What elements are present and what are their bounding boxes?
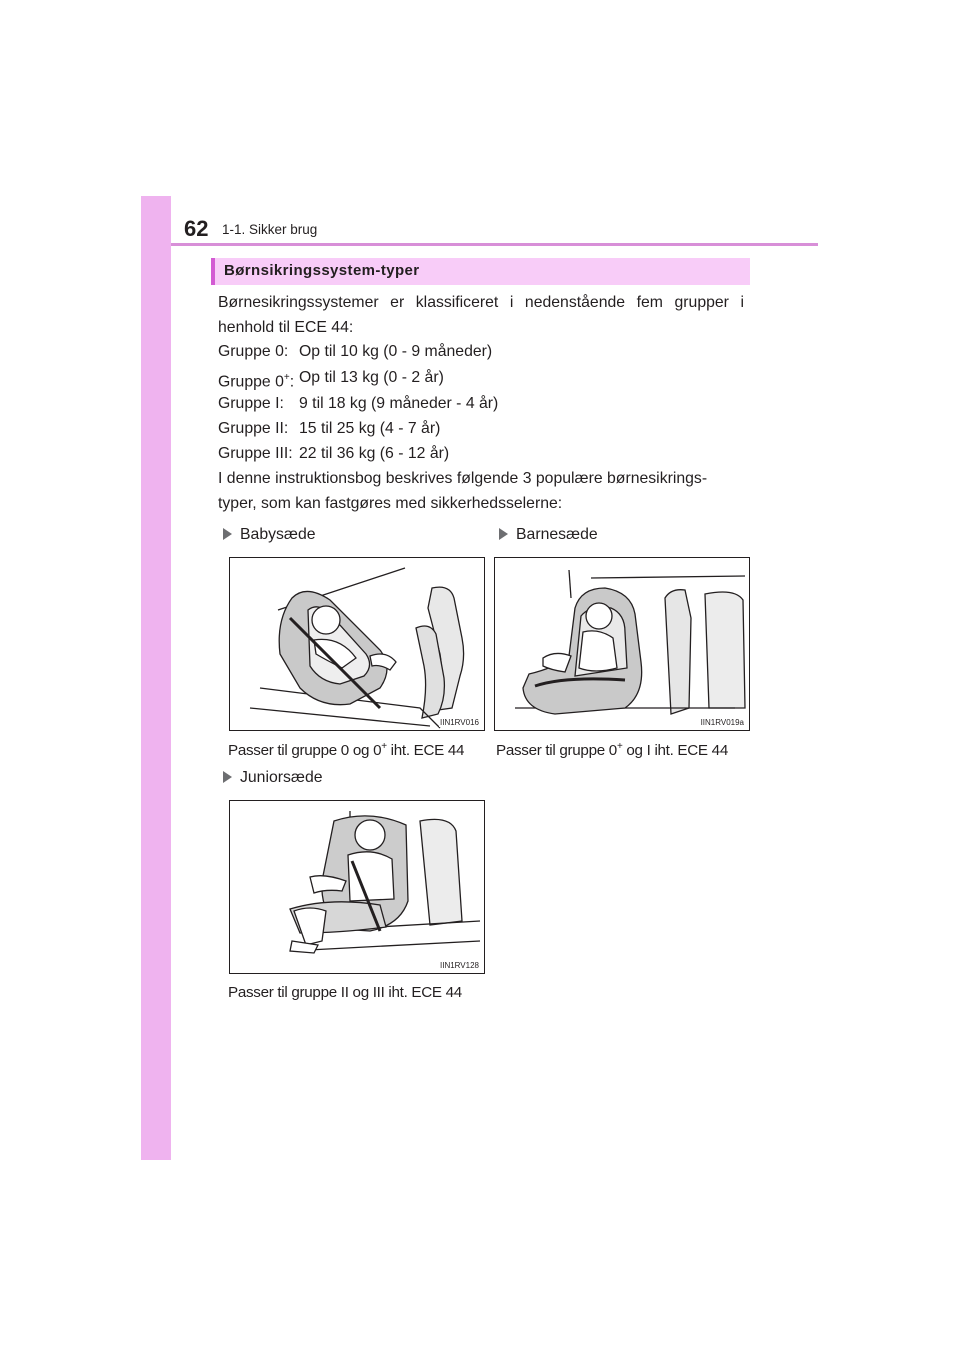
childseat-drawing — [495, 558, 749, 730]
bullet-babyseat: Babysæde — [223, 525, 316, 545]
page-number: 62 — [184, 216, 209, 241]
section-title-band — [211, 258, 750, 285]
babyseat-illustration — [229, 557, 485, 731]
childseat-illustration — [494, 557, 750, 731]
bullet-juniorseat: Juniorsæde — [223, 768, 323, 788]
group-value: Op til 13 kg (0 - 2 år) — [299, 369, 444, 386]
image-code: IIN1RV019a — [700, 718, 744, 727]
group-label: Gruppe 0+: — [218, 372, 295, 391]
group-label: Gruppe 0: — [218, 343, 289, 360]
childseat-caption: Passer til gruppe 0+ og I iht. ECE 44 — [496, 741, 728, 760]
image-code: IIN1RV128 — [440, 961, 479, 970]
babyseat-drawing — [230, 558, 484, 730]
juniorseat-illustration — [229, 800, 485, 974]
group-value: Op til 10 kg (0 - 9 måneder) — [299, 343, 493, 360]
group-label: Gruppe I: — [218, 395, 284, 412]
triangle-bullet-icon — [499, 528, 508, 540]
title-accent-bar — [211, 258, 215, 285]
group-value: 15 til 25 kg (4 - 7 år) — [299, 420, 441, 437]
triangle-bullet-icon — [223, 771, 232, 783]
intro-paragraph: Børnesikringssystemer er klassificeret i nedenstående fem grupper i henhold til ECE 44: — [218, 294, 744, 336]
group-label: Gruppe III: — [218, 445, 293, 462]
babyseat-caption: Passer til gruppe 0 og 0+ iht. ECE 44 — [228, 741, 465, 760]
bullet-childseat: Barnesæde — [499, 525, 598, 545]
juniorseat-drawing — [230, 801, 484, 973]
section-title: Børnsikringssystem-typer — [224, 262, 420, 279]
header-rule — [171, 243, 818, 246]
triangle-bullet-icon — [223, 528, 232, 540]
image-code: IIN1RV016 — [440, 718, 479, 727]
group-value: 22 til 36 kg (6 - 12 år) — [299, 445, 450, 462]
section-label: 1-1. Sikker brug — [222, 222, 318, 237]
juniorseat-caption: Passer til gruppe II og III iht. ECE 44 — [228, 984, 462, 1001]
side-strip — [141, 196, 171, 1160]
outro-paragraph: I denne instruktionsbog beskrives følgende 3 populære børnesikrings-typer, som kan fastgøres med sikkerhedsselerne: — [218, 470, 708, 512]
group-value: 9 til 18 kg (9 måneder - 4 år) — [299, 395, 499, 412]
group-label: Gruppe II: — [218, 420, 289, 437]
